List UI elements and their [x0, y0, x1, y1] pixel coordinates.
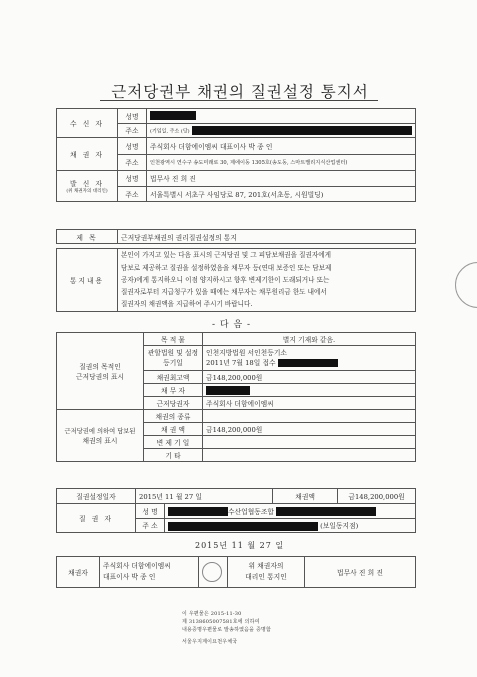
notice-body — [118, 249, 416, 312]
sig-creditor-seal — [199, 557, 228, 588]
sig-agent-name: 법무사 진 희 진 — [305, 557, 416, 588]
subject-label: 제 목 — [57, 230, 118, 244]
recipient-address-label: 주소 — [118, 123, 147, 138]
debtor-label: 채 무 자 — [144, 384, 203, 397]
creditor-name-label: 성명 — [118, 138, 147, 155]
subject-table — [56, 229, 416, 244]
pledgee-name-label: 성 명 — [136, 504, 165, 519]
mortgagee-label: 근저당권자 — [144, 397, 203, 410]
creditor-name-value: 주식회사 더함에이엠씨 대표이사 박 종 인 — [147, 138, 416, 155]
seal-stamp-icon — [202, 562, 222, 582]
claim-type-value — [203, 410, 416, 423]
daum-heading: - 다 음 - — [212, 320, 252, 330]
claim-type-label: 채권의 종류 — [144, 410, 203, 423]
mortgagee-value: 주식회사 더함에이엠씨 — [203, 397, 416, 410]
redaction-bar — [150, 111, 196, 120]
other-value — [203, 449, 416, 462]
court-value: 인천지방법원 서인천등기소 2011년 7월 18일 접수 — [203, 346, 416, 371]
redaction-bar — [192, 126, 412, 135]
target-label: 목 적 물 — [144, 333, 203, 346]
due-date-label: 변 제 기 일 — [144, 436, 203, 449]
debtor-value — [203, 384, 416, 397]
pledge-amount-value: 금148,200,000원 — [338, 489, 416, 504]
pledgee-address-value: (보일동지점) — [165, 518, 416, 533]
sender-label: 발 신 자 (위 채권자의 대리인) — [57, 171, 118, 202]
mortgage-table — [56, 332, 416, 462]
notice-label: 통지내용 — [57, 249, 118, 312]
secured-section-label: 근저당권에 의하여 담보된 채권의 표시 — [57, 410, 144, 462]
notice-table — [56, 248, 416, 312]
redaction-bar — [206, 386, 250, 395]
due-date-value — [203, 436, 416, 449]
other-label: 기 타 — [144, 449, 203, 462]
pledge-holder-label: 질 권 자 — [57, 504, 136, 533]
pledge-date-label: 질권설정일자 — [57, 489, 136, 504]
parties-table — [56, 108, 416, 202]
pledge-amount-label: 채권액 — [273, 489, 338, 504]
creditor-label: 채 권 자 — [57, 138, 118, 171]
postmark-stamp-icon — [455, 262, 477, 308]
signature-table — [56, 556, 416, 588]
redaction-bar — [168, 507, 228, 516]
court-label: 관할법원 및 설정등기일 — [144, 346, 203, 371]
subject-value: 근저당권부채권의 권리질권설정의 통지 — [118, 230, 416, 244]
document-title: 근저당권부 채권의 질권설정 통지서 — [111, 83, 369, 101]
redaction-bar — [278, 359, 338, 367]
pledgee-address-label: 주 소 — [136, 518, 165, 533]
notice-line: 질권자의 채권액을 지급하여 주시기 바랍니다. — [121, 300, 253, 309]
footer-line: 서울우지계이요천우체국 — [182, 639, 238, 645]
creditor-address-value: 인천광역시 연수구 송도미래로 30, 제에이동 1305호(송도동, 스마트밸리지식산업센터) — [147, 154, 416, 171]
footer-line: 제 3138605007581호에 의하여 — [182, 619, 260, 625]
sig-creditor-label: 채권자 — [57, 557, 100, 588]
notice-line: 공자)에게 통지하오니 이점 양지하시고 향후 변제기한이 도래되거나 또는 — [121, 275, 330, 284]
sig-agent-label: 위 채권자의 대리인 통지인 — [228, 557, 305, 588]
target-value: 별지 기재와 같음. — [203, 333, 416, 346]
sender-address-label: 주소 — [118, 186, 147, 202]
redaction-bar — [276, 507, 376, 516]
footer-line: 이 우편물은 2015-11-30 — [182, 611, 242, 617]
recipient-label: 수 신 자 — [57, 109, 118, 138]
recipient-name-label: 성명 — [118, 109, 147, 124]
footer-line: 내용증명우편물로 발송하였음을 증명함 — [182, 627, 272, 633]
pledge-date-value: 2015년 11 월 27 일 — [136, 489, 273, 504]
notice-line: 질권자로부터 지급청구가 있을 때에는 채무자는 채무원리금 한도 내에서 — [121, 288, 327, 297]
mortgage-section-label: 질권의 목적인 근저당권의 표시 — [57, 333, 144, 410]
pledge-table — [56, 488, 416, 533]
sig-creditor-value: 주식회사 더함에이엠씨 대표이사 박 종 인 — [100, 557, 199, 588]
claim-amount-label: 채 권 액 — [144, 423, 203, 436]
recipient-address-value: (기입일, 주소 (당) — [147, 123, 416, 138]
notice-line: 담보로 제공하고 질권을 설정하였음을 채무자 등(연대 보증인 또는 담보제 — [121, 263, 332, 272]
pledgee-name-value: 수산업협동조합 — [165, 504, 416, 519]
title-underline — [100, 100, 378, 101]
notice-line: 본인이 가지고 있는 다음 표시의 근저당권 및 그 피담보채권을 질권자에게 — [121, 251, 331, 260]
recipient-name-value — [147, 109, 416, 124]
sender-address-value: 서울특별시 서초구 사임당로 87, 201호(서초동, 시원빌딩) — [147, 186, 416, 202]
sender-name-label: 성명 — [118, 171, 147, 187]
sender-name-value: 법무사 진 희 진 — [147, 171, 416, 187]
max-amount-label: 채권최고액 — [144, 371, 203, 384]
redaction-bar — [168, 522, 318, 531]
creditor-address-label: 주소 — [118, 154, 147, 171]
max-amount-value: 금148,200,000원 — [203, 371, 416, 384]
signature-date: 2015년 11 월 27 일 — [195, 541, 285, 550]
claim-amount-value: 금148,200,000원 — [203, 423, 416, 436]
